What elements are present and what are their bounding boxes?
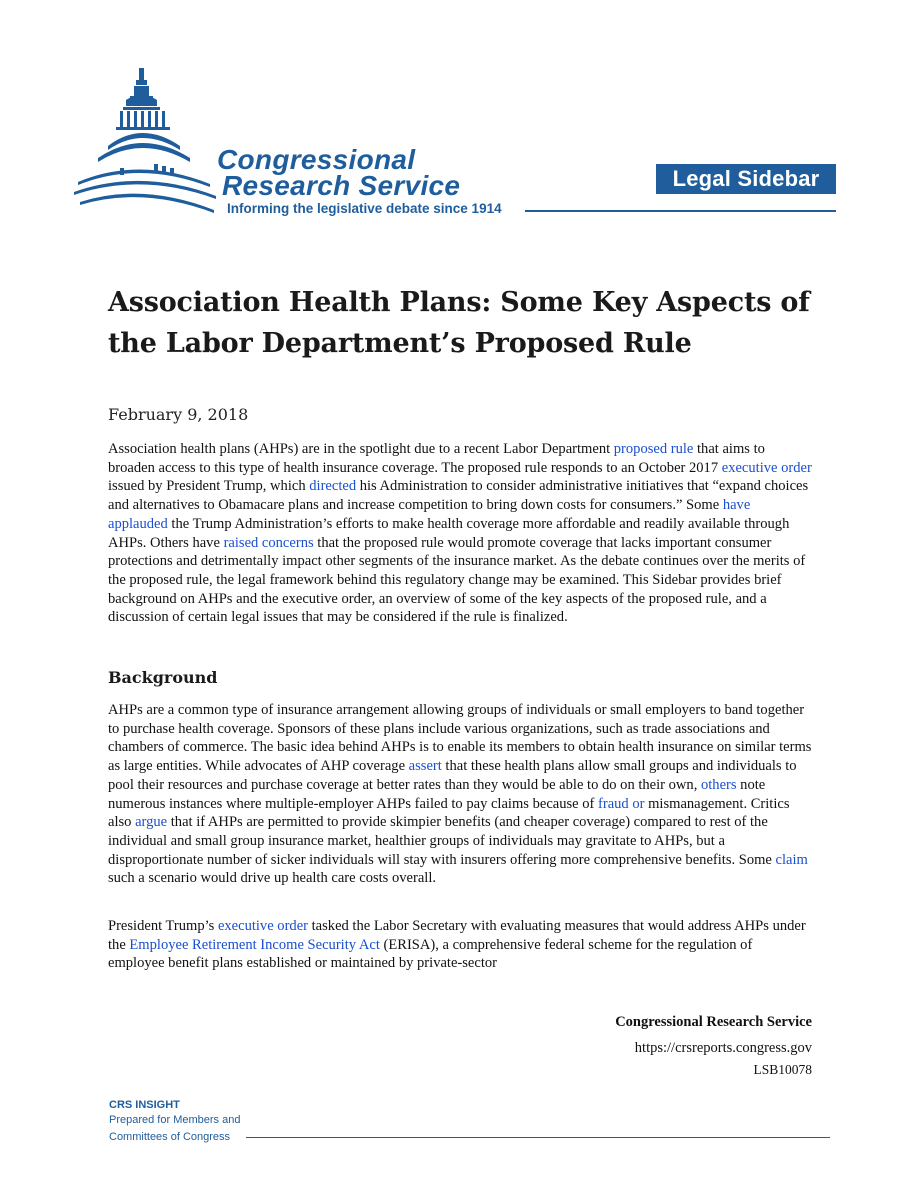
footer-report-code: LSB10078 <box>753 1062 812 1077</box>
link-erisa[interactable]: Employee Retirement Income Security Act <box>129 936 380 953</box>
link-argue[interactable]: argue <box>135 814 168 831</box>
text-run: that if AHPs are permitted to provide skimpier benefits (and cheaper coverage) compared to rest of the individual and small group insurance market, healthier groups of individuals may gravitate to AHPs, but a disproportionate number of sicker individuals will stay with insurers offering more comprehensive benefits. Some <box>108 814 776 868</box>
link-claim[interactable]: claim <box>775 851 808 868</box>
footer-url[interactable]: https://crsreports.congress.gov <box>634 1040 812 1056</box>
text-run: President Trump’s <box>108 918 218 934</box>
text-run: Association health plans (AHPs) are in the spotlight due to a recent Labor Department <box>108 441 614 457</box>
text-run: note numerous instances where multiple-employer AHPs failed to pay claims because of <box>108 776 766 812</box>
text-run: AHPs are a common type of insurance arrangement allowing groups of individuals or small employers to band together to purchase health coverage. Sponsors of these plans include various organizations, such as trade associations and chambers of commerce. The basic idea behind AHPs is to enable its members to obtain health insurance on similar terms as large entities. While advocates of AHP coverage <box>108 702 812 775</box>
text-run: mismanagement. Critics also <box>108 795 790 831</box>
text-run: his Administration to consider administrative initiatives that “expand choices and alternatives to Obamacare plans and increase competition to bring down costs for consumers.” Some <box>108 478 809 514</box>
prepared-for-line1: Prepared for Members and <box>109 1114 241 1126</box>
section-heading-background: Background <box>108 668 218 687</box>
org-name-line1: Congressional <box>217 144 416 175</box>
link-assert[interactable]: assert <box>408 758 442 775</box>
legal-sidebar-badge: Legal Sidebar <box>656 164 836 194</box>
text-run: that the proposed rule would promote coverage that lacks important consumer protections and detrimentally impact other segments of the insurance market. As the debate continues over the merits of the proposed rule, the legal framework behind this regulatory change may be examined. This Sidebar provides brief background on AHPs and the executive order, an overview of some of the key aspects of the proposed rule, and a discussion of certain legal issues that may be considered if the rule is finalized. <box>108 534 806 626</box>
header-divider <box>525 210 836 212</box>
footer-org: Congressional Research Service <box>615 1014 812 1030</box>
text-run: (ERISA), a comprehensive federal scheme for the regulation of employee benefit plans established or maintained by private-sector <box>108 936 753 972</box>
link-directed[interactable]: directed <box>309 478 357 495</box>
text-run: such a scenario would drive up health care costs overall. <box>108 870 436 887</box>
org-name-line2: Research Service <box>222 170 461 201</box>
text-run: issued by President Trump, which <box>108 478 310 495</box>
link-others[interactable]: others <box>700 776 737 793</box>
text-run: tasked the Labor Secretary with evaluating measures that would address AHPs under the <box>108 918 806 953</box>
crs-insight-label: CRS INSIGHT <box>109 1099 180 1111</box>
text-run: the Trump Administration’s efforts to make health coverage more affordable and readily available through AHPs. Others have <box>108 515 790 551</box>
link-have-applauded[interactable]: have applauded <box>108 497 751 532</box>
paragraph-executive-order <box>108 917 812 973</box>
paragraph-background <box>108 701 812 888</box>
paragraph-intro <box>108 440 812 627</box>
footer-divider <box>246 1137 830 1138</box>
document-date: February 9, 2018 <box>108 405 249 424</box>
document-title: Association Health Plans: Some Key Aspects of the Labor Department’s Proposed Rule <box>108 287 810 359</box>
link-executive-order-2[interactable]: executive order <box>217 918 308 934</box>
link-executive-order[interactable]: executive order <box>721 459 812 476</box>
text-run: that aims to broaden access to this type of health insurance coverage. The proposed rule responds to an October 2017 <box>108 441 765 476</box>
link-proposed-rule[interactable]: proposed rule <box>613 441 694 457</box>
link-raised-concerns[interactable]: raised concerns <box>223 534 314 551</box>
link-fraud-or[interactable]: fraud or <box>598 795 645 812</box>
org-tagline: Informing the legislative debate since 1914 <box>227 201 502 216</box>
text-run: that these health plans allow small groups and individuals to pool their resources and purchase coverage at better rates than they would be able to do on their own, <box>108 758 797 793</box>
capitol-dome-icon <box>70 64 220 214</box>
prepared-for-line2: Committees of Congress <box>109 1131 231 1143</box>
